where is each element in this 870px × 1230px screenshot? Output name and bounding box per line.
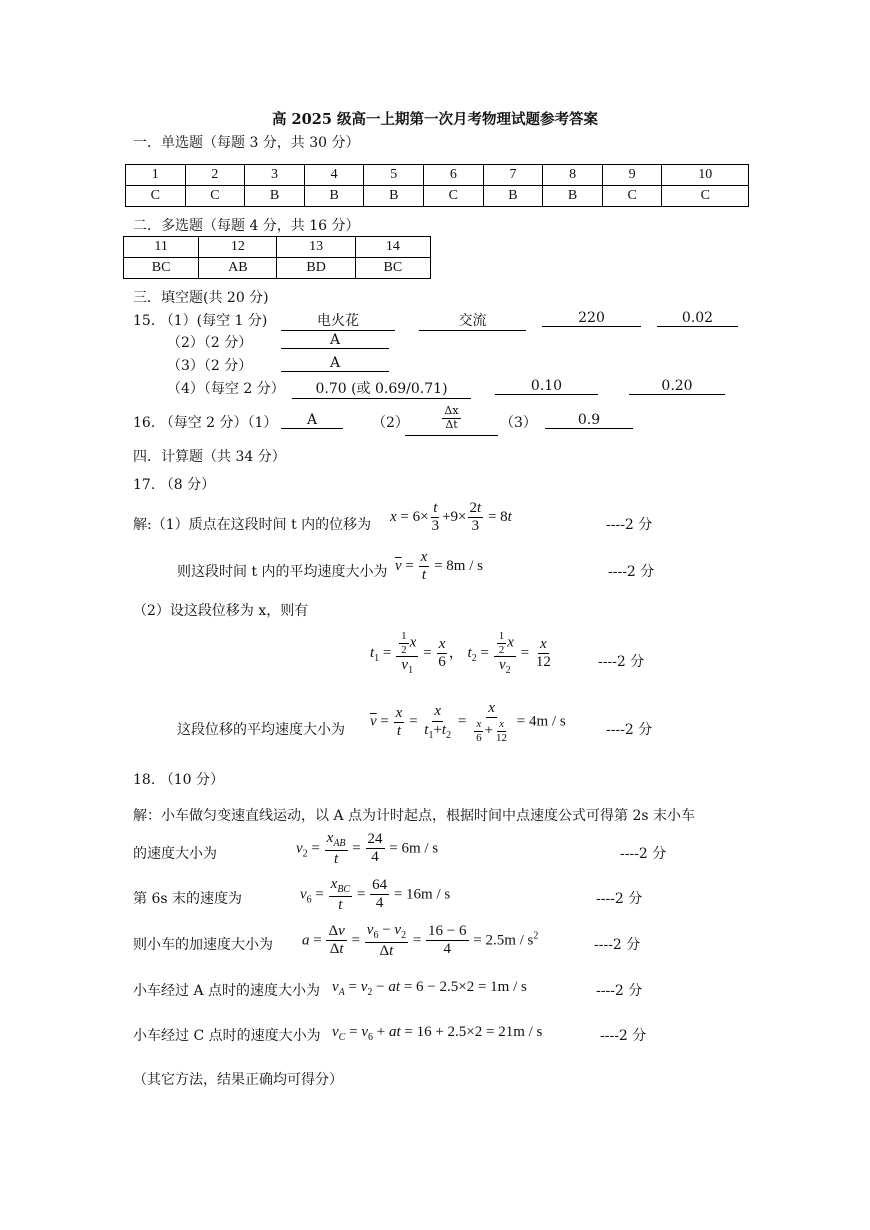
- multiple-choice-answer-table: [123, 236, 431, 279]
- q18-score-1: ----2 分: [620, 846, 667, 862]
- question-number-cell: 3: [245, 165, 305, 186]
- q15-part3-label: （3）（2 分）: [167, 358, 253, 374]
- q17-line2-text: 则这段时间 t 内的平均速度大小为: [177, 564, 388, 580]
- section-heading-multiple-choice: 二．多选题（每题 4 分，共 16 分）: [133, 218, 360, 234]
- q18-line2-text: 第 6s 末的速度为: [133, 891, 242, 907]
- q17-score-3: ----2 分: [598, 654, 645, 670]
- q16-blank-2: [405, 403, 498, 436]
- q17-line1-text: 解:（1）质点在这段时间 t 内的位移为: [133, 517, 372, 533]
- q18-equation-1: $v_2$ = $\frac{x_{AB}}{t}$ = $\frac{24}{4}$ = 6m / s: [296, 830, 439, 867]
- section-heading-fill-in: 三．填空题(共 20 分): [133, 290, 269, 306]
- question-number-cell: 2: [185, 165, 245, 186]
- single-choice-answer-table: [125, 164, 749, 207]
- q18-score-2: ----2 分: [596, 891, 643, 907]
- q18-line1-text: 的速度大小为: [133, 846, 217, 862]
- answer-cell: BD: [277, 258, 355, 279]
- q15-part2-blank: A: [281, 332, 389, 349]
- q15-blank-2: 交流: [419, 310, 526, 331]
- question-number-cell: 12: [199, 237, 277, 258]
- q15-blank-4: 0.02: [657, 310, 738, 327]
- table-row: [126, 165, 749, 186]
- q16-fraction-numerator: Δx: [444, 404, 459, 417]
- q15-part4-blank-1: 0.70 (或 0.69/0.71): [292, 378, 471, 399]
- q18-equation-3: a = $\frac{\Delta v}{\Delta t}$ = $\frac{v_6 - v_2}{\Delta t}$ = $\frac{16 - 6}{4}$ = $2.5m / s^2$: [302, 922, 539, 959]
- section-heading-single-choice: 一．单选题（每题 3 分，共 30 分）: [133, 135, 360, 151]
- q17-score-2: ----2 分: [608, 564, 655, 580]
- q18-equation-5: $v_C = v_6$ + at = 16 + 2.5×2 = 21m / s: [332, 1024, 543, 1043]
- q17-line4-text: 这段位移的平均速度大小为: [177, 722, 345, 738]
- q18-score-4: ----2 分: [596, 983, 643, 999]
- table-row: [124, 258, 431, 279]
- q18-equation-2: $v_6$ = $\frac{x_{BC}}{t}$ = $\frac{64}{4}$ = 16m / s: [300, 876, 451, 913]
- q15-part4-blank-2: 0.10: [495, 378, 598, 395]
- q17-equation-1: x = 6× $\frac{t}{3}$ +9× $\frac{2t}{3}$ = 8t: [390, 500, 512, 535]
- answer-cell: C: [662, 186, 749, 207]
- q16-label: 16. （每空 2 分）（1）: [133, 415, 278, 431]
- question-number-cell: 13: [277, 237, 355, 258]
- q18-line3-text: 则小车的加速度大小为: [133, 937, 273, 953]
- question-number-cell: 1: [126, 165, 186, 186]
- question-number-cell: 10: [662, 165, 749, 186]
- q17-line3-text: （2）设这段位移为 x，则有: [133, 603, 309, 619]
- question-number-cell: 8: [543, 165, 603, 186]
- q17-label: 17. （8 分）: [133, 477, 216, 493]
- question-number-cell: 9: [602, 165, 662, 186]
- q17-equation-3: $t_1$ = $\frac{1}{2}$ x $v_1$ = $\frac{x}{6}$ ， $t_2$ = $\frac{1}{2}$ x $v_2$ = $\frac{x}{12}$: [370, 630, 551, 677]
- answer-cell: B: [483, 186, 543, 207]
- answer-cell: C: [424, 186, 484, 207]
- section-heading-calculation: 四．计算题（共 34 分）: [133, 449, 286, 465]
- q16-part2-label: （2）: [372, 415, 409, 431]
- q18-score-3: ----2 分: [594, 937, 641, 953]
- q18-label: 18. （10 分）: [133, 772, 224, 788]
- answer-cell: B: [364, 186, 424, 207]
- q15-part4-blank-3: 0.20: [629, 378, 725, 395]
- q15-part3-blank: A: [281, 355, 389, 372]
- q15-blank-1: 电火花: [281, 310, 395, 331]
- answer-cell: BC: [355, 258, 430, 279]
- question-number-cell: 4: [304, 165, 364, 186]
- q18-line5-text: 小车经过 C 点时的速度大小为: [133, 1028, 321, 1044]
- q16-blank-1: A: [281, 412, 343, 429]
- question-number-cell: 11: [124, 237, 199, 258]
- answer-cell: C: [126, 186, 186, 207]
- q16-part3-label: （3）: [500, 415, 537, 431]
- answer-cell: C: [602, 186, 662, 207]
- answer-cell: B: [304, 186, 364, 207]
- table-row: [124, 237, 431, 258]
- q17-equation-4: $\overline{v}$ = $\frac{x}{t}$ = $\frac{x}{t_1+t_2}$ = x $\frac{x}{6}$ + $\frac{x}{12}$ = 4m / s: [370, 700, 566, 744]
- q18-intro-line1: 解：小车做匀变速直线运动，以 A 点为计时起点，根据时间中点速度公式可得第 2s 末小车: [133, 808, 696, 824]
- q15-part2-label: （2）（2 分）: [167, 335, 253, 351]
- q18-equation-4: $v_A = v_2$ − at = 6 − 2.5×2 = 1m / s: [332, 979, 527, 998]
- q18-score-5: ----2 分: [600, 1028, 647, 1044]
- q16-blank-3: 0.9: [545, 412, 633, 429]
- q18-line4-text: 小车经过 A 点时的速度大小为: [133, 983, 321, 999]
- answer-cell: AB: [199, 258, 277, 279]
- question-number-cell: 7: [483, 165, 543, 186]
- q15-blank-3: 220: [542, 310, 641, 327]
- answer-cell: B: [543, 186, 603, 207]
- q17-score-4: ----2 分: [606, 722, 653, 738]
- question-number-cell: 6: [424, 165, 484, 186]
- q15-part4-label: （4）（每空 2 分）: [167, 381, 285, 397]
- answer-cell: C: [185, 186, 245, 207]
- q17-score-1: ----2 分: [606, 517, 653, 533]
- q17-equation-2: $\overline{v}$ = $\frac{x}{t}$ = 8m / s: [395, 549, 483, 584]
- grading-note: （其它方法，结果正确均可得分）: [133, 1072, 343, 1088]
- question-number-cell: 5: [364, 165, 424, 186]
- page-title: 高 2025 级高一上期第一次月考物理试题参考答案: [272, 111, 598, 128]
- q16-fraction-denominator: Δt: [445, 417, 458, 431]
- answer-cell: BC: [124, 258, 199, 279]
- answer-cell: B: [245, 186, 305, 207]
- table-row: [126, 186, 749, 207]
- q15-part1-label: 15. （1）(每空 1 分): [133, 313, 268, 329]
- question-number-cell: 14: [355, 237, 430, 258]
